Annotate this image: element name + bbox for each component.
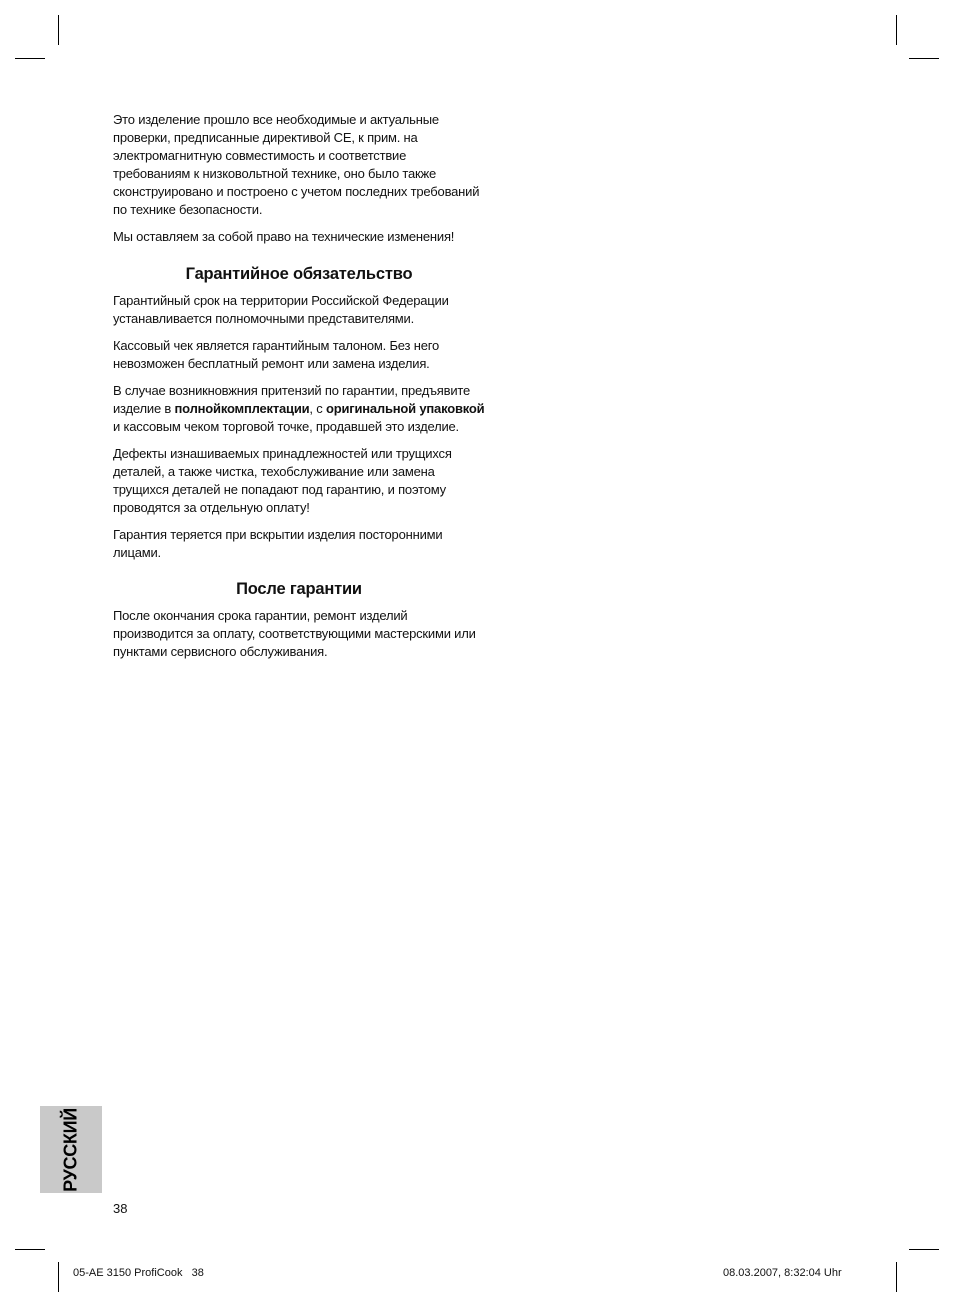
crop-mark-bottom-right-vertical bbox=[896, 1262, 897, 1292]
claims-text-1: В случае возникновжния притензий по гарантии, предъявите изделие в bbox=[113, 383, 471, 416]
language-tab bbox=[40, 1106, 102, 1193]
language-tab-label: РУССКИЙ bbox=[60, 1107, 81, 1192]
crop-mark-top-left-horizontal bbox=[15, 58, 45, 59]
crop-mark-top-left-vertical bbox=[58, 15, 59, 45]
warranty-paragraph-void: Гарантия теряется при вскрытии изделия посторонними лицами. bbox=[113, 527, 443, 560]
warranty-heading: Гарантийное обязательство bbox=[185, 265, 413, 283]
intro-paragraph-ce: Это изделение прошло все необходимые и актуальные проверки, предписанные директивой CE, к прим. на электромагнитную совместимость и соответствие требованиям к низковольтной технике, оно было также сконструировано и построено с учетом последних требований по технике безопасности. bbox=[113, 112, 480, 217]
crop-mark-top-right-vertical bbox=[896, 15, 897, 45]
crop-mark-top-right-horizontal bbox=[909, 58, 939, 59]
claims-text-3: и кассовым чеком торговой точке, продавшей это изделие. bbox=[113, 419, 459, 434]
after-warranty-heading: После гарантии bbox=[236, 580, 362, 598]
warranty-paragraph-defects: Дефекты изнашиваемых принадлежностей или трущихся деталей, а также чистка, техобслуживание или замена трущихся деталей не попадают под гарантию, и поэтому проводятся за отдельную оплату! bbox=[113, 446, 452, 515]
warranty-paragraph-term: Гарантийный срок на территории Российской Федерации устанавливается полномочными представителями. bbox=[113, 293, 449, 326]
claims-bold-packaging: оригинальной упаковкой bbox=[325, 401, 485, 416]
warranty-paragraph-receipt: Кассовый чек является гарантийным талоном. Без него невозможен бесплатный ремонт или замена изделия. bbox=[113, 338, 440, 371]
footer-file-info: 05-AE 3150 ProfiCook 38 bbox=[73, 1267, 204, 1279]
footer-timestamp: 08.03.2007, 8:32:04 Uhr bbox=[723, 1267, 842, 1279]
claims-text-2: , с bbox=[309, 401, 326, 416]
warranty-paragraph-claims bbox=[113, 382, 485, 436]
crop-mark-bottom-left-horizontal bbox=[15, 1249, 45, 1250]
after-warranty-paragraph: После окончания срока гарантии, ремонт изделий производится за оплату, соответствующими мастерскими или пунктами сервисного обслуживания. bbox=[113, 608, 476, 659]
crop-mark-bottom-left-vertical bbox=[58, 1262, 59, 1292]
document-body bbox=[113, 111, 485, 670]
claims-bold-complete: полнойкомплектации bbox=[174, 401, 310, 416]
intro-paragraph-rights: Мы оставляем за собой право на технические изменения! bbox=[113, 229, 455, 244]
crop-mark-bottom-right-horizontal bbox=[909, 1249, 939, 1250]
page-number: 38 bbox=[113, 1201, 128, 1216]
